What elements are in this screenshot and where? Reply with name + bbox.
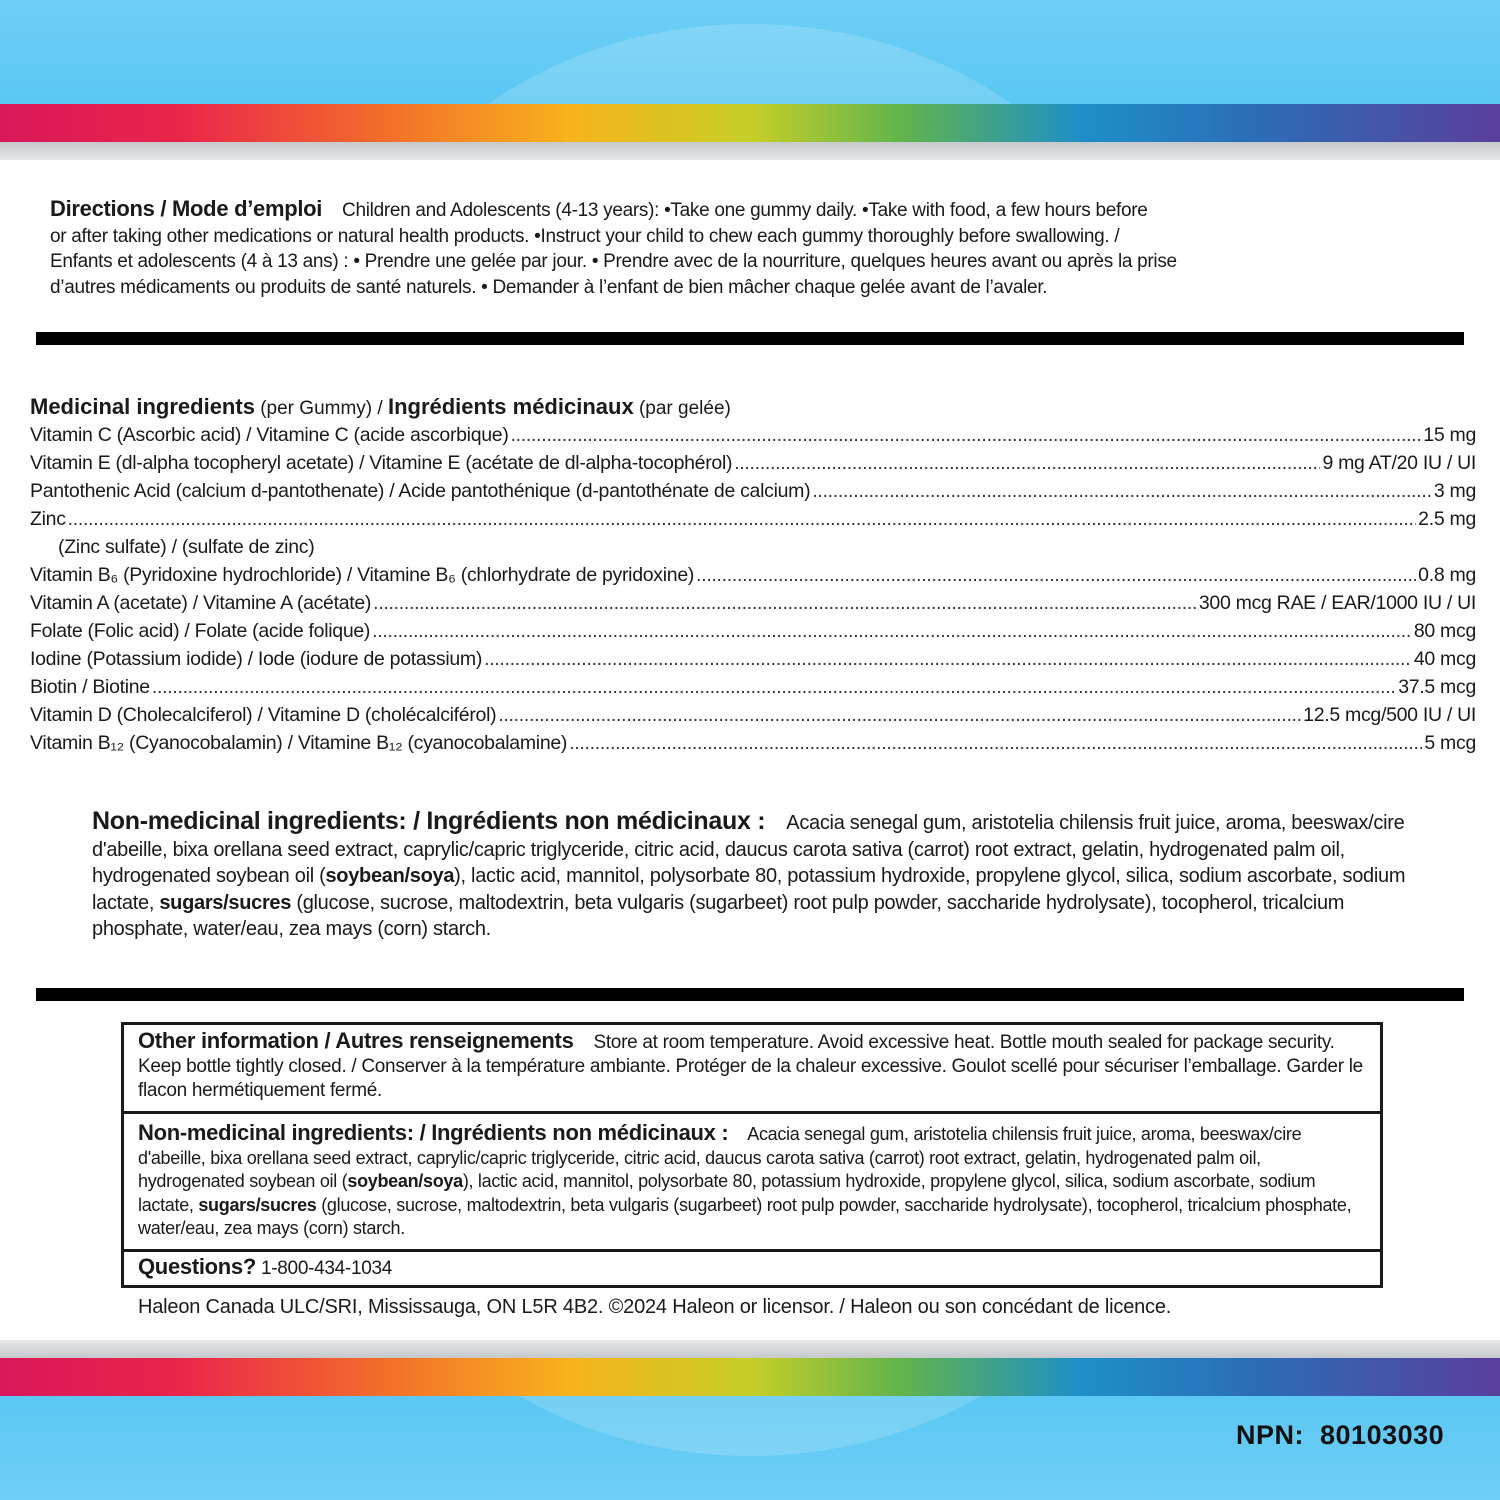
questions-section <box>138 1255 1368 1281</box>
directions-text-line1: Children and Adolescents (4-13 years): •Take one gummy daily. •Take with food, a few hours before <box>342 200 1148 221</box>
npn-label: NPN: <box>1236 1420 1304 1450</box>
ingredient-row <box>30 508 1476 536</box>
leader-dots <box>372 620 1412 643</box>
non-medicinal-section <box>92 808 1432 943</box>
questions-phone: 1-800-434-1034 <box>261 1258 393 1279</box>
leader-dots <box>498 704 1301 727</box>
medicinal-ingredients-list <box>30 424 1476 760</box>
other-info-heading: Other information / Autres renseignements <box>138 1028 574 1053</box>
ingredient-name: Folate (Folic acid) / Folate (acide folique) <box>30 620 371 642</box>
leader-dots <box>68 508 1417 531</box>
company-footer: Haleon Canada ULC/SRI, Mississauga, ON L5R 4B2. ©2024 Haleon or licensor. / Haleon ou son concédant de licence. <box>138 1296 1172 1318</box>
ingredient-amount: 5 mcg <box>1424 732 1476 754</box>
ingredient-name: Vitamin A (acetate) / Vitamine A (acétate) <box>30 592 372 614</box>
directions-section <box>50 196 1250 300</box>
leader-dots <box>734 452 1320 475</box>
medicinal-ingredients-title <box>30 394 731 420</box>
medicinal-sub-fr: (par gelée) <box>638 398 731 419</box>
leader-dots <box>812 480 1432 503</box>
ingredient-row <box>30 480 1476 508</box>
section-divider-2 <box>36 988 1464 1001</box>
ingredient-name: Vitamin E (dl-alpha tocopheryl acetate) / Vitamine E (acétate de dl-alpha-tocophérol) <box>30 452 733 474</box>
box-non-medicinal-heading: Non-medicinal ingredients: / Ingrédients non médicinaux : <box>138 1120 729 1145</box>
leader-dots <box>373 592 1197 615</box>
ingredient-amount: 9 mg AT/20 IU / UI <box>1322 452 1476 474</box>
ingredient-row <box>30 620 1476 648</box>
non-medicinal-text-part3: (glucose, sucrose, maltodextrin, beta vulgaris (sugarbeet) root pulp powder, saccharide hydrolysate), tocopherol, tricalcium phosphate, water/eau, zea mays (corn) starch. <box>92 891 1345 940</box>
other-info-box <box>121 1022 1383 1288</box>
ingredient-amount: 12.5 mcg/500 IU / UI <box>1303 704 1476 726</box>
box-allergen-soybean: soybean/soya <box>347 1171 463 1191</box>
ingredient-name: Biotin / Biotine <box>30 676 150 698</box>
directions-text-line3: Enfants et adolescents (4 à 13 ans) : • Prendre une gelée par jour. • Prendre avec de la nourriture, quelques heures avant ou après la prise <box>50 251 1177 272</box>
ingredient-row <box>30 704 1476 732</box>
npn-number: 80103030 <box>1320 1420 1445 1450</box>
directions-text-line4: d’autres médicaments ou produits de santé naturels. • Demander à l’enfant de bien mâcher chaque gelée avant de l’avaler. <box>50 276 1048 298</box>
ingredient-name: Vitamin B₆ (Pyridoxine hydrochloride) / Vitamine B₆ (chlorhydrate de pyridoxine) <box>30 564 695 586</box>
ingredient-name: Vitamin C (Ascorbic acid) / Vitamine C (acide ascorbique) <box>30 424 509 446</box>
non-medicinal-text-part2: ), lactic acid, mannitol, polysorbate 80, potassium hydroxide, propylene glycol, silica, sodium ascorbate, sodium lactate, <box>92 865 1406 914</box>
box-divider <box>124 1249 1380 1252</box>
directions-text-line2: or after taking other medications or natural health products. •Instruct your child to chew each gummy thoroughly before swallowing. / <box>50 225 1120 247</box>
ingredient-amount: 0.8 mg <box>1418 564 1476 586</box>
other-info-text: Store at room temperature. Avoid excessive heat. Bottle mouth sealed for package security. Keep bottle tightly closed. / Conserver à la température ambiante. Protéger de la chaleur excessive. Goulot scellé pour sécuriser l’emballage. Garder le flacon hermétiquement fermé. <box>138 1032 1363 1101</box>
ingredient-name: Zinc <box>30 508 66 530</box>
non-medicinal-heading: Non-medicinal ingredients: / Ingrédients non médicinaux : <box>92 807 766 835</box>
ingredient-amount: 15 mg <box>1423 424 1476 446</box>
section-divider-1 <box>36 332 1464 345</box>
top-rainbow-stripe <box>0 104 1500 142</box>
other-info-section <box>138 1029 1368 1103</box>
ingredient-name: Vitamin B₁₂ (Cyanocobalamin) / Vitamine B₁₂ (cyanocobalamine) <box>30 732 568 754</box>
ingredient-row <box>30 732 1476 760</box>
box-divider <box>124 1111 1380 1114</box>
ingredient-row <box>30 424 1476 452</box>
ingredient-name: Iodine (Potassium iodide) / Iode (iodure de potassium) <box>30 648 483 670</box>
ingredient-amount: 40 mcg <box>1413 648 1476 670</box>
ingredient-row <box>30 452 1476 480</box>
top-arc-decoration <box>360 24 1140 104</box>
box-non-medicinal-section <box>138 1121 1366 1241</box>
bottom-arc-decoration <box>360 1396 1140 1456</box>
medicinal-sub-en: (per Gummy) / <box>260 398 383 419</box>
box-sugars-label: sugars/sucres <box>198 1194 317 1215</box>
box-non-medicinal-part3: (glucose, sucrose, maltodextrin, beta vulgaris (sugarbeet) root pulp powder, saccharide hydrolysate), tocopherol, tricalcium phosphate, water/eau, zea mays (corn) starch. <box>138 1194 1352 1238</box>
non-medicinal-text-part1: Acacia senegal gum, aristotelia chilensis fruit juice, aroma, beeswax/cire d'abeille, bixa orellana seed extract, caprylic/capric triglyceride, citric acid, daucus carota sativa (carrot) root extract, gelatin, hydrogenated palm oil, hydrogenated soybean oil ( <box>92 812 1405 887</box>
allergen-soybean: soybean/soya <box>325 865 455 887</box>
top-sky-band <box>0 0 1500 104</box>
directions-heading: Directions / Mode d’emploi <box>50 196 323 221</box>
leader-dots <box>569 732 1422 755</box>
leader-dots <box>484 648 1412 671</box>
ingredient-amount: 2.5 mg <box>1418 508 1476 530</box>
npn-code <box>1236 1420 1444 1451</box>
box-non-medicinal-part2: ), lactic acid, mannitol, polysorbate 80, potassium hydroxide, propylene glycol, silica, sodium ascorbate, sodium lactate, <box>138 1171 1316 1215</box>
ingredient-name: Pantothenic Acid (calcium d-pantothenate) / Acide pantothénique (d-pantothénate de calcium) <box>30 480 811 502</box>
sugars-label: sugars/sucres <box>159 891 292 914</box>
bottom-rainbow-stripe <box>0 1358 1500 1396</box>
ingredient-row <box>30 592 1476 620</box>
leader-dots <box>511 424 1422 447</box>
medicinal-heading-en: Medicinal ingredients <box>30 394 255 419</box>
ingredient-row <box>30 564 1476 592</box>
ingredient-amount: 37.5 mcg <box>1398 676 1476 698</box>
ingredient-amount: 3 mg <box>1433 480 1476 502</box>
ingredient-amount: 300 mcg RAE / EAR/1000 IU / UI <box>1198 592 1476 614</box>
questions-label: Questions? <box>138 1254 257 1279</box>
zinc-source-note: (Zinc sulfate) / (sulfate de zinc) <box>58 536 315 558</box>
ingredient-name: Vitamin D (Cholecalciferol) / Vitamine D (cholécalciférol) <box>30 704 497 726</box>
ingredient-amount: 80 mcg <box>1413 620 1476 642</box>
leader-dots <box>152 676 1396 699</box>
leader-dots <box>696 564 1416 587</box>
ingredient-row <box>30 648 1476 676</box>
box-non-medicinal-part1: Acacia senegal gum, aristotelia chilensis fruit juice, aroma, beeswax/cire d'abeille, bixa orellana seed extract, caprylic/capric triglyceride, citric acid, daucus carota sativa (carrot) root extract, gelatin, hydrogenated palm oil, hydrogenated soybean oil ( <box>138 1124 1302 1191</box>
ingredient-row <box>30 676 1476 704</box>
medicinal-heading-fr: Ingrédients médicinaux <box>387 394 634 419</box>
